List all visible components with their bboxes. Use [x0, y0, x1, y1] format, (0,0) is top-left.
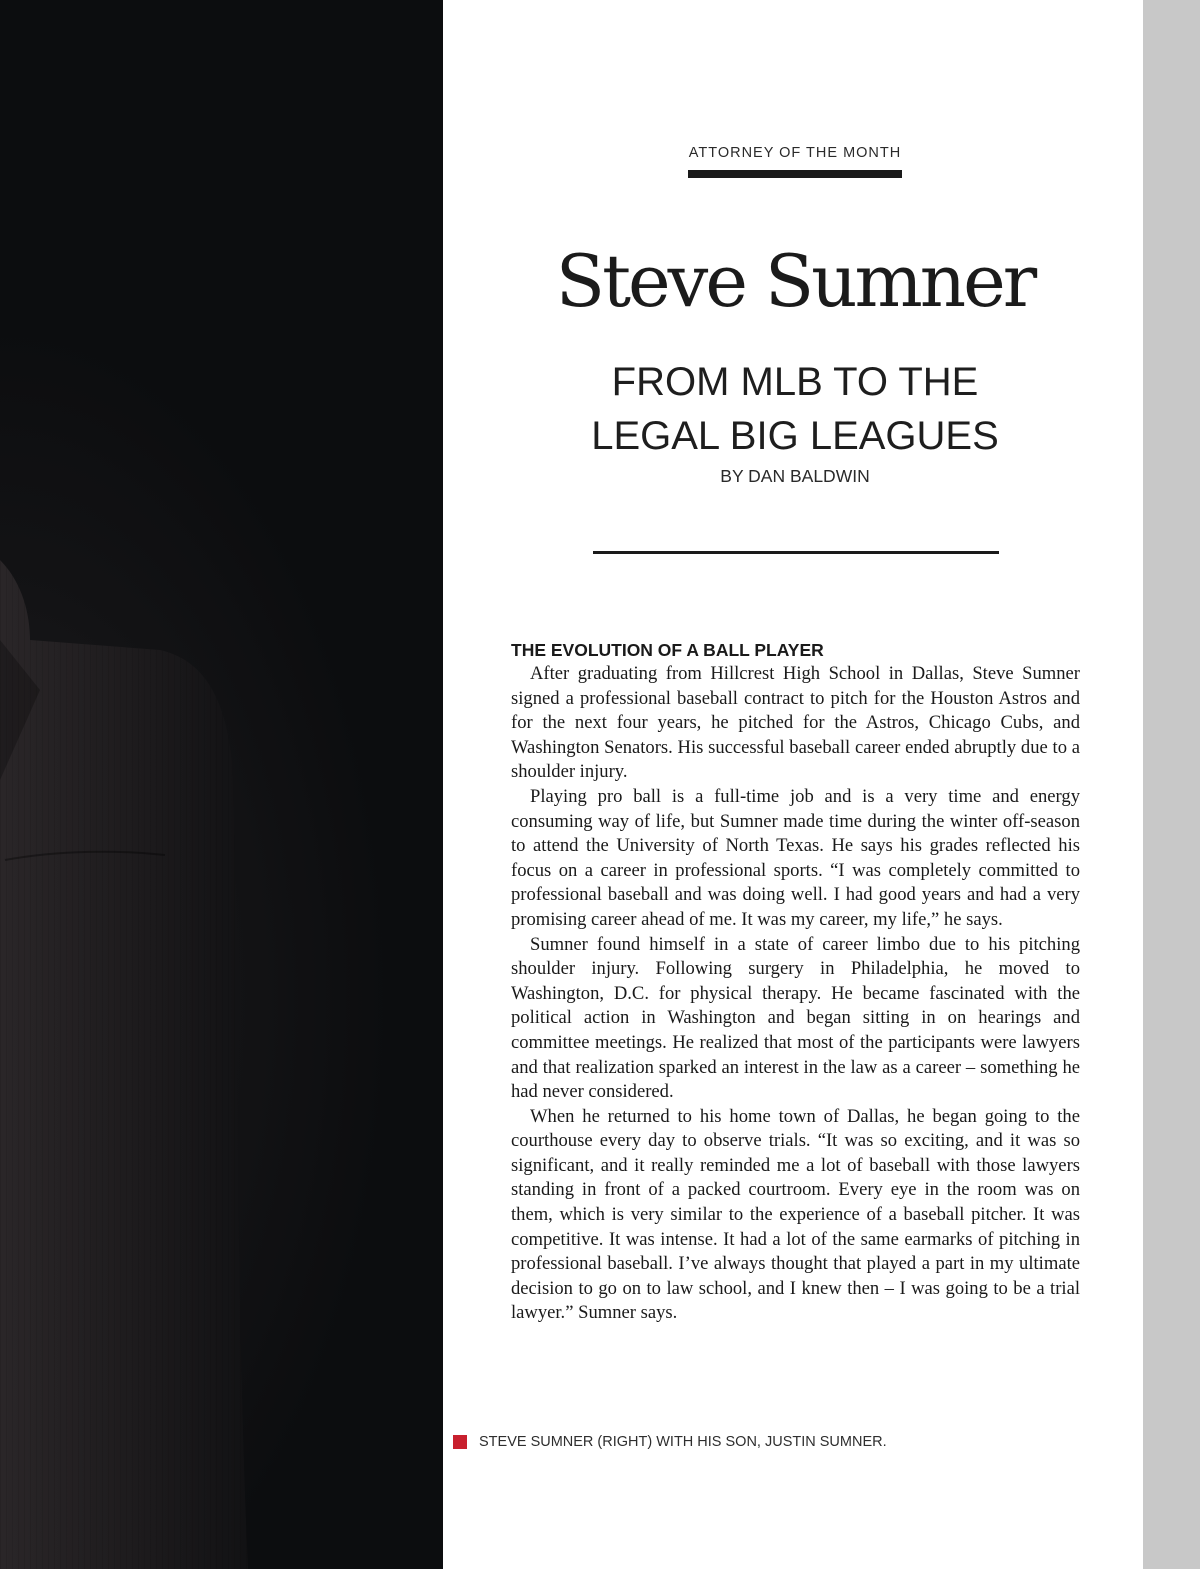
paragraph: When he returned to his home town of Dallas, he began going to the courthouse every day to observe trials. “It was so exciting, and it was so significant, and it really reminded me a lot of baseball with those lawyers standing in front of a packed courtroom. Every eye in the room was on them, which is very similar to the experience of a baseball pitcher. It was competitive. It was intense. It had a lot of the same earmarks of pitching in professional baseball. I’ve always thought that played a part in my ultimate decision to go on to law school, and I knew then – I was going to be a trial lawyer.” Sumner says. [511, 1105, 1080, 1324]
section-heading: THE EVOLUTION OF A BALL PLAYER [511, 640, 824, 660]
header-divider [593, 551, 999, 554]
photo-caption [453, 1432, 887, 1452]
paragraph: Sumner found himself in a state of career limbo due to his pitching shoulder injury. Following surgery in Philadelphia, he moved to Washington, D.C. for physical therapy. He became fascinated with the political action in Washington and began sitting in on hearings and committee meetings. He realized that most of the participants were lawyers and that realization sparked an interest in the law as a career – something he had never considered. [511, 933, 1080, 1103]
section-kicker: ATTORNEY OF THE MONTH [688, 145, 902, 161]
page-edge-bar [1143, 0, 1200, 1569]
caption-marker-icon [453, 1435, 467, 1449]
byline: BY DAN BALDWIN [720, 466, 870, 486]
article-title: Steve Sumner [555, 239, 1035, 323]
subtitle-line-1: FROM MLB TO THE [611, 360, 979, 404]
paragraph: Playing pro ball is a full-time job and is a very time and energy consuming way of life, but Sumner made time during the winter off-season to attend the University of North Texas. He says his grades reflected his focus on a career in professional sports. “I was completely committed to professional baseball and was doing well. I had good years and had a very promising career ahead of me. It was my career, my life,” he says. [511, 785, 1080, 930]
subtitle-line-2: LEGAL BIG LEAGUES [591, 414, 999, 458]
article-subtitle [545, 355, 1045, 463]
caption-text: STEVE SUMNER (RIGHT) WITH HIS SON, JUSTIN SUMNER. [479, 1434, 887, 1450]
kicker-underline [688, 170, 902, 178]
portrait-photo [0, 0, 443, 1569]
paragraph: After graduating from Hillcrest High School in Dallas, Steve Sumner signed a professional baseball contract to pitch for the Houston Astros and for the next four years, he pitched for the Astros, Chicago Cubs, and Washington Senators. His successful baseball career ended abruptly due to a shoulder injury. [511, 663, 1080, 783]
suit-silhouette [0, 0, 443, 1569]
article-body [511, 638, 1080, 1326]
